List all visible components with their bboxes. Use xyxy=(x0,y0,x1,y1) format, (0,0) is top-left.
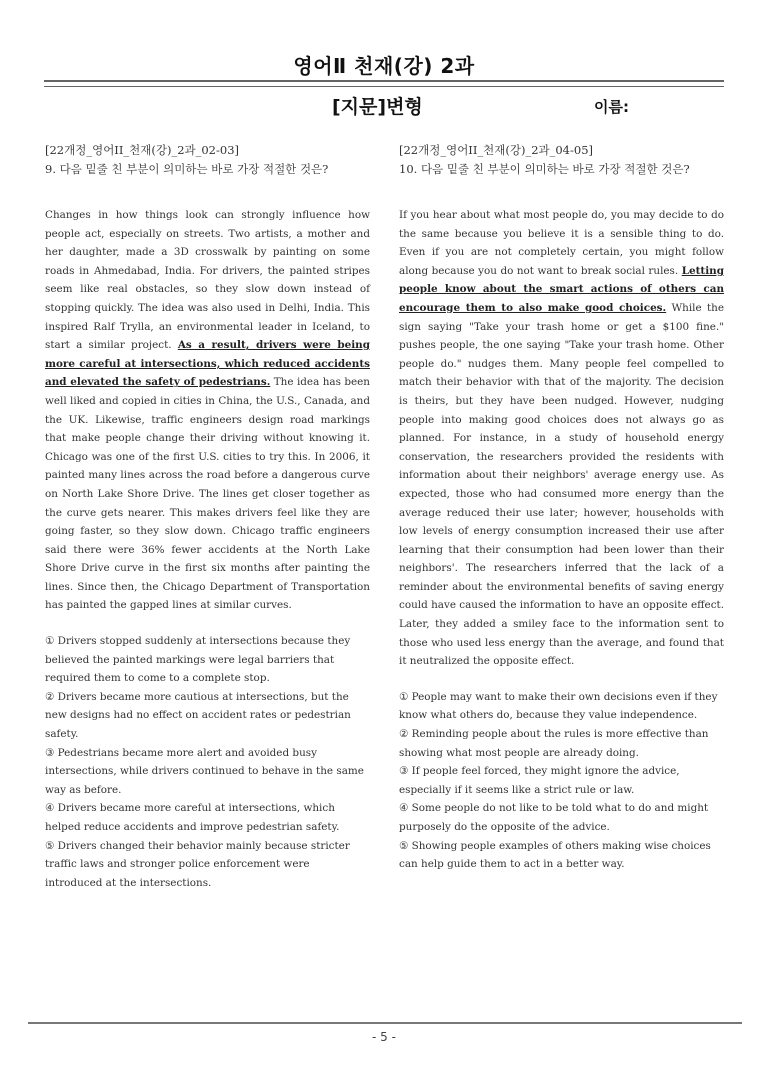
page-number: - 5 - xyxy=(372,1030,396,1044)
page-subtitle: [지문]변형 xyxy=(332,96,423,118)
question-9-passage-after: The idea has been well liked and copied in cities in China, the U.S., Canada, and the UK. Likewise, traffic engineers design road markings that make people change their driving without knowing it. Chicago was one of the first U.S. cities to try this. In 2006, it painted many lines across the road before a dangerous curve on North Lake Shore Drive. The lines get closer together as the curve gets nearer. This makes drivers feel like they are going faster, so they slow down. Chicago traffic engineers said there were 36% fewer accidents at the North Lake Shore Drive curve in the first six months after painting the lines. Since then, the Chicago Department of Transportation has painted the gapped lines at similar curves. xyxy=(45,376,370,612)
question-9-option-2: ② Drivers became more cautious at intersections, but the new designs had no effect on accident rates or pedestrian safety. xyxy=(45,690,351,741)
question-10-options xyxy=(399,688,724,874)
question-9-option-5: ⑤ Drivers changed their behavior mainly because stricter traffic laws and stronger police enforcement were introduced at the intersections. xyxy=(45,839,350,889)
question-10-option-4: ④ Some people do not like to be told what to do and might purposely do the opposite of the advice. xyxy=(399,802,709,833)
question-9-option-3: ③ Pedestrians became more alert and avoided busy intersections, while drivers continued to behave in the same way as before. xyxy=(45,746,364,796)
header-rule-thick xyxy=(44,80,724,82)
question-9-title: 9. 다음 밑줄 친 부분이 의미하는 바로 가장 적절한 것은? xyxy=(45,162,329,176)
question-10-option-3: ③ If people feel forced, they might ignore the advice, especially if it seems like a strict rule or law. xyxy=(399,765,680,796)
question-10-title: 10. 다음 밑줄 친 부분이 의미하는 바로 가장 적절한 것은? xyxy=(399,162,690,176)
question-9-option-1: ① Drivers stopped suddenly at intersections because they believed the painted markings were legal barriers that required them to come to a complete stop. xyxy=(45,635,351,685)
question-9-options xyxy=(45,632,370,892)
question-10-code: [22개정_영어II_천재(강)_2과_04-05] xyxy=(399,143,594,157)
question-9-passage-before: Changes in how things look can strongly influence how people act, especially on streets. Two artists, a mother and her daughter, made a 3D crosswalk by painting on some roads in Ahmedabad, India. For drivers, the painted stripes seem like real obstacles, so they slow down instead of stopping quickly. The idea was also used in Delhi, India. This inspired Ralf Trylla, an environmental leader in Iceland, to start a similar project. xyxy=(45,209,370,352)
name-label: 이름: xyxy=(594,98,629,116)
question-9-passage xyxy=(45,206,370,615)
question-9-underlined-text: As a result, drivers were being more careful at intersections, which reduced accidents and elevated the safety of pedestrians. xyxy=(45,339,370,389)
question-9-column xyxy=(45,141,370,892)
page-title: 영어Ⅱ 천재(강) 2과 xyxy=(293,54,475,78)
question-9-code: [22개정_영어II_천재(강)_2과_02-03] xyxy=(45,143,240,157)
question-10-column xyxy=(399,141,724,874)
question-10-passage-before: If you hear about what most people do, you may decide to do the same because you believe it is a sensible thing to do. Even if you are not completely certain, you might follow along because you do not want to break social rules. xyxy=(399,209,724,277)
question-10-option-2: ② Reminding people about the rules is more effective than showing what most people are already doing. xyxy=(399,728,709,759)
question-10-passage xyxy=(399,206,724,671)
question-9-option-4: ④ Drivers became more careful at intersections, which helped reduce accidents and improve pedestrian safety. xyxy=(45,802,340,833)
question-10-passage-after: While the sign saying "Take your trash home or get a $100 fine." pushes people, the one saying "Take your trash home. Other people do." nudges them. Many people feel compelled to match their behavior with that of the majority. The decision is theirs, but they have been nudged. However, nudging people into making good choices does not always go as planned. For instance, in a study of household energy conservation, the researchers provided the residents with information about their neighbors' average energy use. As expected, those who had consumed more energy than the average reduced their use later; however, households with low levels of energy consumption increased their use after learning that their consumption had been lower than their neighbors'. The researchers inferred that the lack of a reminder about the environmental benefits of saving energy could have caused the information to have an opposite effect. Later, they added a smiley face to the information sent to those who used less energy than the average, and found that it neutralized the opposite effect. xyxy=(399,301,724,668)
question-10-option-1: ① People may want to make their own decisions even if they know what others do, because they value independence. xyxy=(399,690,718,722)
footer-rule xyxy=(28,1022,742,1024)
header-rule-thin xyxy=(44,86,724,87)
question-10-option-5: ⑤ Showing people examples of others making wise choices can help guide them to act in a better way. xyxy=(399,839,711,871)
question-10-underlined-text: Letting people know about the smart actions of others can encourage them to also make good choices. xyxy=(399,264,724,314)
